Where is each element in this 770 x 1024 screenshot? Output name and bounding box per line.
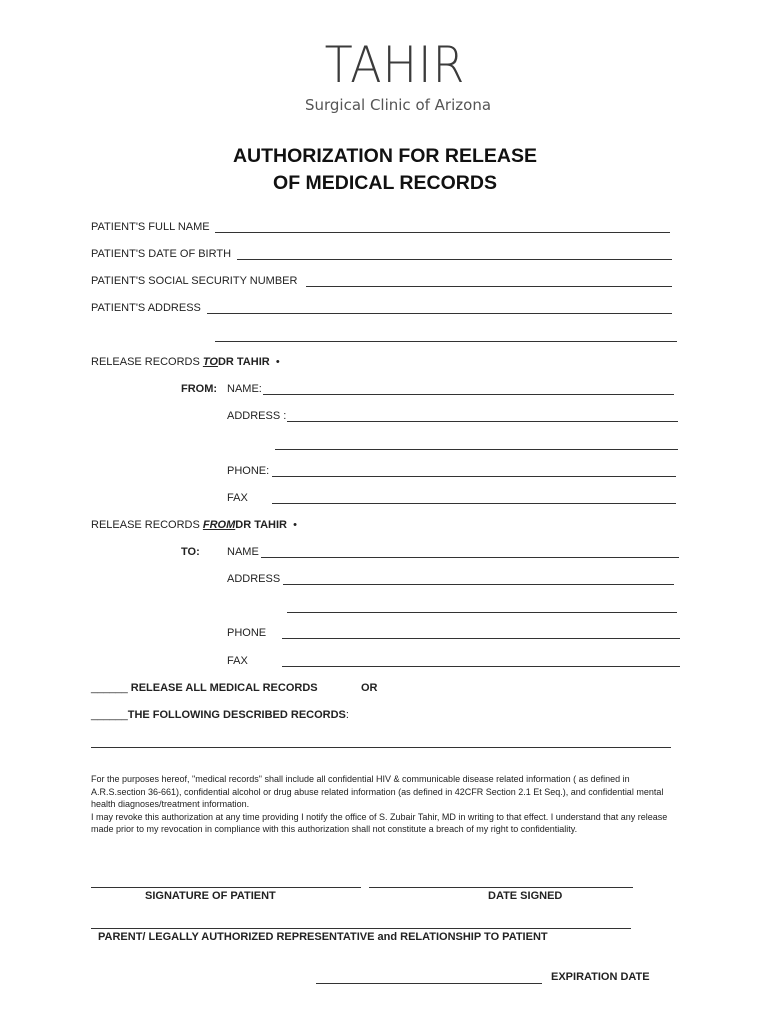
expiration-date-label: EXPIRATION DATE: [551, 971, 650, 983]
form-title-line1: AUTHORIZATION FOR RELEASE: [232, 145, 538, 167]
from-address-label: ADDRESS :: [227, 410, 287, 422]
representative-field[interactable]: [91, 928, 631, 929]
release-to-doctor: DR TAHIR: [217, 356, 270, 368]
release-from-prefix: RELEASE RECORDS: [91, 519, 200, 531]
to-address-field-1[interactable]: [283, 584, 674, 585]
form-title-line2: OF MEDICAL RECORDS: [273, 172, 497, 194]
to-name-field[interactable]: [261, 557, 679, 558]
to-fax-field[interactable]: [282, 666, 680, 667]
release-from-doctor: DR TAHIR: [235, 519, 287, 531]
from-fax-field[interactable]: [272, 503, 676, 504]
release-from-bullet: •: [293, 519, 297, 531]
described-records-label: THE FOLLOWING DESCRIBED RECORDS: [127, 709, 346, 721]
patient-address-label: PATIENT'S ADDRESS: [91, 302, 201, 314]
release-to-prefix: RELEASE RECORDS: [91, 356, 200, 368]
release-from-emphasis: FROM: [202, 519, 236, 531]
from-fax-label: FAX: [227, 492, 248, 504]
patient-signature-label: SIGNATURE OF PATIENT: [145, 890, 276, 902]
patient-full-name-field[interactable]: [215, 232, 670, 233]
patient-dob-label: PATIENT'S DATE OF BIRTH: [91, 248, 232, 260]
described-records-option[interactable]: [91, 709, 349, 721]
release-all-checkbox-blank[interactable]: ______: [91, 682, 128, 694]
to-phone-label: PHONE: [227, 627, 267, 639]
legal-text: [91, 773, 671, 836]
from-address-field-2[interactable]: [275, 449, 678, 450]
release-to-heading: [91, 356, 280, 368]
release-to-bullet: •: [275, 356, 280, 368]
described-records-field[interactable]: [91, 747, 671, 748]
from-label: FROM:: [181, 383, 218, 395]
patient-ssn-label: PATIENT'S SOCIAL SECURITY NUMBER: [91, 275, 298, 287]
legal-paragraph-revocation: I may revoke this authorization at any time providing I notify the office of S. Zubair Tahir, MD in writing to that effect. I understand that any release made prior to my revocation in compliance with this authorization shall not constitute a breach of my right to confidentiality.: [91, 811, 668, 835]
from-address-field-1[interactable]: [287, 421, 678, 422]
described-colon: :: [345, 709, 349, 721]
from-name-label: NAME:: [227, 383, 262, 395]
patient-address-field-2[interactable]: [215, 341, 677, 342]
from-name-field[interactable]: [263, 394, 674, 395]
clinic-logo-subtitle: Surgical Clinic of Arizona: [304, 96, 492, 114]
release-all-option[interactable]: [91, 682, 318, 694]
described-checkbox-blank[interactable]: ______: [91, 709, 128, 721]
to-fax-label: FAX: [227, 655, 248, 667]
to-phone-field[interactable]: [282, 638, 680, 639]
patient-address-field-1[interactable]: [207, 313, 672, 314]
release-all-label: RELEASE ALL MEDICAL RECORDS: [130, 682, 318, 694]
patient-full-name-label: PATIENT'S FULL NAME: [91, 221, 210, 233]
to-address-field-2[interactable]: [287, 612, 677, 613]
to-name-label: NAME: [227, 546, 259, 558]
date-signed-label: DATE SIGNED: [488, 890, 563, 902]
representative-label: PARENT/ LEGALLY AUTHORIZED REPRESENTATIVE and RELATIONSHIP TO PATIENT: [98, 931, 548, 943]
expiration-date-field[interactable]: [316, 983, 542, 984]
patient-ssn-field[interactable]: [306, 286, 672, 287]
release-to-emphasis: TO: [202, 356, 218, 368]
from-phone-field[interactable]: [272, 476, 676, 477]
release-from-heading: [91, 519, 297, 531]
legal-paragraph-definition: For the purposes hereof, "medical records" shall include all confidential HIV & communicable disease related information ( as defined in A.R.S.section 36-661), confidential alcohol or drug abuse related information (as defined in 42CFR Section 2.1 Et Seq.), and confidential mental health diagnoses/treatment information.: [91, 774, 664, 810]
patient-signature-field[interactable]: [91, 887, 361, 888]
to-address-label: ADDRESS: [227, 573, 281, 585]
patient-dob-field[interactable]: [237, 259, 672, 260]
or-label: OR: [361, 682, 378, 694]
from-phone-label: PHONE:: [227, 465, 270, 477]
date-signed-field[interactable]: [369, 887, 633, 888]
to-label: TO:: [181, 546, 200, 558]
clinic-logo-name: TAHIR: [324, 36, 466, 94]
